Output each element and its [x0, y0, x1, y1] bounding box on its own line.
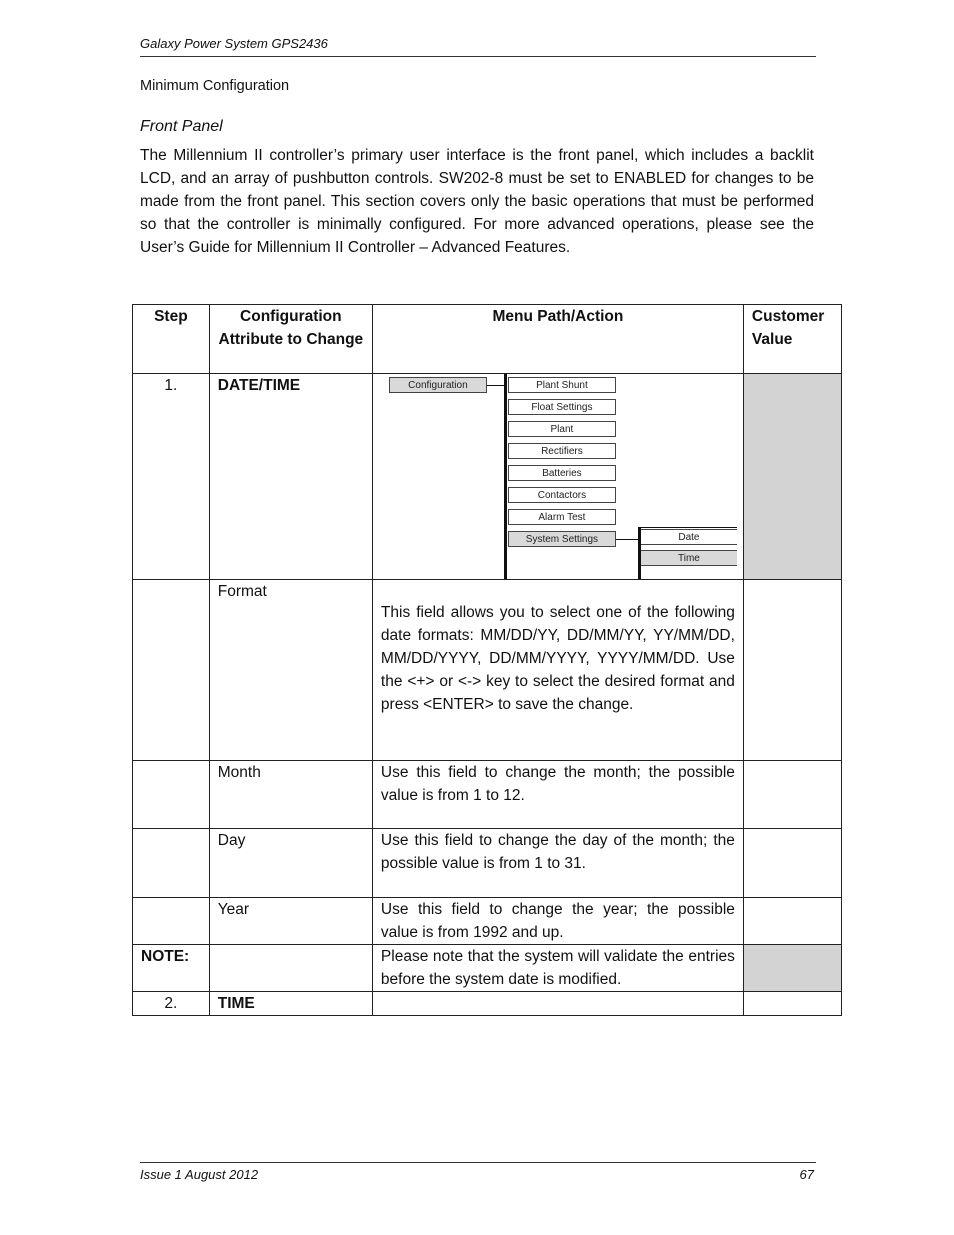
- step-cell: 1.: [133, 374, 210, 580]
- customer-value-cell: [743, 580, 841, 761]
- action-cell: This field allows you to select one of the following date formats: MM/DD/YY, DD/MM/YY, YY/MM/DD, MM/DD/YYYY, DD/MM/YYYY, YYYY/MM/DD. Use the <+> or <-> key to select the desired format and press <ENTER> to save the change.: [372, 580, 743, 761]
- attribute-cell: TIME: [209, 992, 372, 1016]
- menu-connector: [616, 539, 639, 540]
- action-cell: Use this field to change the day of the month; the possible value is from 1 to 31.: [372, 829, 743, 898]
- table-row: [133, 374, 842, 580]
- header-menu-path: Menu Path/Action: [372, 305, 743, 374]
- menu-path-diagram: [379, 374, 735, 579]
- menu-path-cell: [372, 374, 743, 580]
- menu-box-configuration: Configuration: [389, 377, 487, 393]
- menu-trunk-line: [504, 374, 507, 579]
- header-customer-value: Customer Value: [743, 305, 841, 374]
- menu-box-date: Date: [641, 529, 737, 545]
- action-cell: [372, 992, 743, 1016]
- step-cell: [133, 761, 210, 829]
- attribute-cell: Format: [209, 580, 372, 761]
- action-cell: Use this field to change the month; the possible value is from 1 to 12.: [372, 761, 743, 829]
- customer-value-cell: [743, 761, 841, 829]
- step-cell: NOTE:: [133, 945, 210, 992]
- attribute-cell: Month: [209, 761, 372, 829]
- menu-box-plant-shunt: Plant Shunt: [508, 377, 616, 393]
- page-number: 67: [799, 1167, 814, 1182]
- step-cell: [133, 898, 210, 945]
- menu-box-system-settings: System Settings: [508, 531, 616, 547]
- intro-paragraph: The Millennium II controller’s primary user interface is the front panel, which includes a backlit LCD, and an array of pushbutton controls. SW202-8 must be set to ENABLED for changes to be made from the front panel. This section covers only the basic operations that must be performed so that the controller is minimally configured. For more advanced operations, please see the User’s Guide for Millennium II Controller – Advanced Features.: [140, 147, 814, 256]
- menu-box-batteries: Batteries: [508, 465, 616, 481]
- attribute-cell: Year: [209, 898, 372, 945]
- action-cell: Please note that the system will validate the entries before the system date is modified.: [372, 945, 743, 992]
- table-header-row: [133, 305, 842, 374]
- running-header: Galaxy Power System GPS2436: [140, 36, 816, 57]
- header-step: Step: [133, 305, 210, 374]
- attribute-cell: [209, 945, 372, 992]
- step-cell: 2.: [133, 992, 210, 1016]
- customer-value-cell: [743, 374, 841, 580]
- menu-connector: [487, 385, 505, 386]
- page-footer: [140, 1162, 816, 1182]
- table-row: [133, 829, 842, 898]
- subsection-title: Front Panel: [140, 118, 223, 135]
- step-cell: [133, 580, 210, 761]
- attribute-cell: DATE/TIME: [209, 374, 372, 580]
- menu-box-float-settings: Float Settings: [508, 399, 616, 415]
- customer-value-cell: [743, 898, 841, 945]
- customer-value-cell: [743, 945, 841, 992]
- header-attribute: Configuration Attribute to Change: [209, 305, 372, 374]
- menu-box-rectifiers: Rectifiers: [508, 443, 616, 459]
- menu-box-time: Time: [641, 550, 737, 566]
- configuration-table: [132, 304, 842, 1016]
- table-row: [133, 945, 842, 992]
- action-cell: Use this field to change the year; the possible value is from 1992 and up.: [372, 898, 743, 945]
- table-row: [133, 580, 842, 761]
- table-row: [133, 992, 842, 1016]
- step-cell: [133, 829, 210, 898]
- menu-sub-rule: [641, 527, 737, 528]
- attribute-cell: Day: [209, 829, 372, 898]
- customer-value-cell: [743, 992, 841, 1016]
- table-row: [133, 761, 842, 829]
- section-title: Minimum Configuration: [140, 78, 290, 94]
- menu-box-plant: Plant: [508, 421, 616, 437]
- table-row: [133, 898, 842, 945]
- footer-issue: Issue 1 August 2012: [140, 1167, 259, 1182]
- menu-box-alarm-test: Alarm Test: [508, 509, 616, 525]
- menu-box-contactors: Contactors: [508, 487, 616, 503]
- customer-value-cell: [743, 829, 841, 898]
